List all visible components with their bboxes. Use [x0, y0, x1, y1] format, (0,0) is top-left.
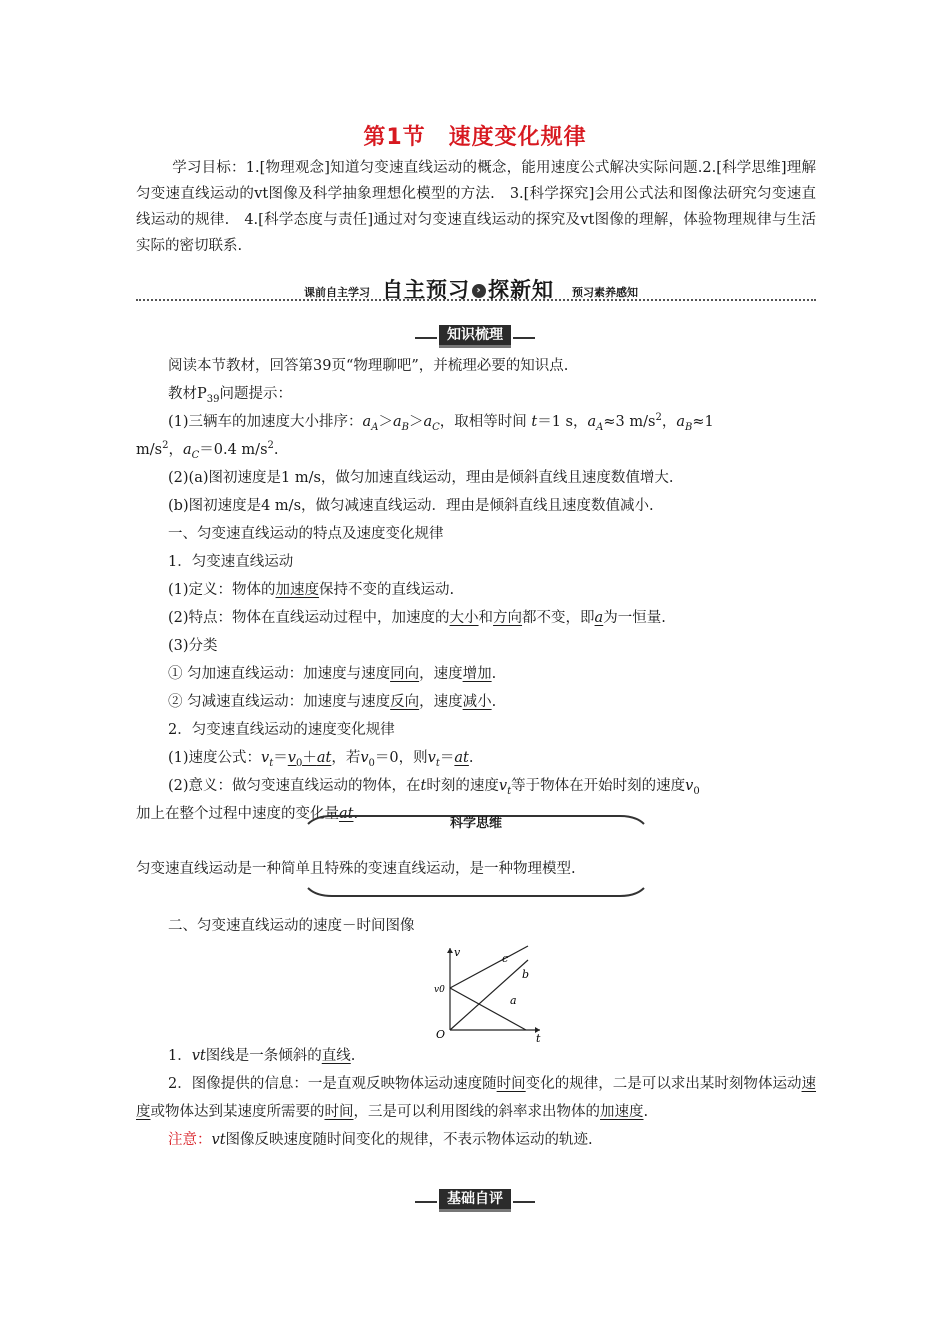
velocity-formula: (1)速度公式：$v_t=v_0+at$，若$v_0=0$，则$v_t=at$.	[168, 750, 474, 769]
graph-heading	[136, 912, 816, 940]
subheading: 1．匀变速直线运动	[168, 554, 294, 570]
heading-section-1: 一、匀变速直线运动的特点及速度变化规律	[168, 526, 444, 542]
formula-meaning: (2)意义：做匀变速直线运动的物体，在t时刻的速度$v_t$等于物体在开始时刻的速度$v_0$	[168, 778, 700, 797]
vt-graph	[434, 942, 546, 1045]
class-accelerate: ① 匀加速直线运动：加速度与速度同向，速度增加.	[168, 666, 497, 682]
heading-section-2: 二、匀变速直线运动的速度－时间图像	[168, 918, 415, 934]
paragraph-acceleration-order: (1)三辆车的加速度大小排序：$a_A>a_B>a_C$，取相等时间 t＝1 s，$a_A\approx 3$ $m/s^2$，$a_B\approx 1$	[168, 412, 714, 433]
thinking-label: 科学思维	[449, 816, 502, 831]
thinking-text: 匀变速直线运动是一种简单且特殊的变速直线运动，是一种物理模型.	[136, 861, 576, 877]
banner-right-text: 预习素养感知	[572, 286, 638, 299]
section-label-self-check	[0, 1188, 950, 1210]
paragraph: 教材$P_{39}$问题提示：	[168, 386, 292, 405]
section-label-text: 基础自评	[439, 1189, 511, 1212]
classification: (3)分类	[168, 638, 218, 654]
section-label-knowledge	[0, 324, 950, 346]
note-label: 注意：	[168, 1132, 212, 1148]
a-label: a	[510, 994, 517, 1007]
section-label-text: 知识梳理	[439, 325, 511, 348]
v-axis-arrow	[447, 948, 453, 953]
page-title: 第1节 速度变化规律	[363, 125, 587, 150]
subheading: 2．匀变速直线运动的速度变化规律	[168, 722, 395, 738]
class-decelerate: ② 匀减速直线运动：加速度与速度反向，速度减小.	[168, 694, 497, 710]
arrow-right-icon: ›	[472, 284, 486, 298]
graph-notes	[136, 1042, 816, 1154]
note: 注意：vt图像反映速度随时间变化的规律，不表示物体运动的轨迹.	[168, 1132, 593, 1148]
section-banner	[136, 274, 816, 304]
t-label: t	[536, 1032, 541, 1045]
banner-main-text: 自主预习 › 探新知	[382, 278, 554, 302]
learning-goals	[136, 155, 816, 259]
knowledge-body: 阅读本节教材，回答第39页“物理聊吧”，并梳理必要的知识点. 教材$P_{39}$问题提示： (1)三辆车的加速度大小排序：$a_A>a_B>a_C$，取相等时间 t＝1 s，$a_A\approx 3$ $m/s^2$，$a_B\approx 1$ $m/s^2$，$a_C=0.4$ $m/s^2$. (2)(a)图初速度是1 m/s，做匀加速直线运动，理由是倾斜直线且速度数值增大. (b)图初速度是4 m/s，做匀减速直线运动．理由是倾斜直线且速度数值减小. 一、匀变速直线运动的特点及速度变化规律 1．匀变速直线运动 (1)定义：物体的加速度保持不变的直线运动. (2)特点：物体在直线运动过程中，加速度的大小和方向都不变，即a为一恒量. (3)分类 ① 匀加速直线运动：加速度与速度同向，速度增加. ② 匀减速直线运动：加速度与速度反向，速度减小. 2．匀变速直线运动的速度变化规律 (1)速度公式：$v_t=v_0+at$，若$v_0=0$，则$v_t=at$. (2)意义：做匀变速直线运动的物体，在t时刻的速度$v_t$等于物体在开始时刻的速度$v_0$ 加上在整个过程中速度的变化量at.	[136, 352, 816, 828]
b-label: b	[522, 968, 530, 981]
paragraph: (2)(a)图初速度是1 m/s，做匀加速直线运动，理由是倾斜直线且速度数值增大.	[168, 470, 674, 486]
line-c	[450, 946, 528, 988]
learning-goals-text: 学习目标：1.[物理观念]知道匀变速直线运动的概念，能用速度公式解决实际问题.2.[科学思维]理解匀变速直线运动的vt图像及科学抽象理想化模型的方法. 3.[科学探究]会用公式法和图像法研究匀变速直线运动的规律. 4.[科学态度与责任]通过对匀变速直线运动的探究及vt图像的理解，体验物理规律与生活实际的密切联系.	[136, 160, 816, 254]
definition: (1)定义：物体的加速度保持不变的直线运动.	[168, 582, 455, 598]
origin-label: O	[436, 1028, 446, 1041]
scientific-thinking-box	[136, 810, 816, 896]
features: (2)特点：物体在直线运动过程中，加速度的大小和方向都不变，即a为一恒量.	[168, 610, 666, 626]
v-label: v	[454, 946, 461, 959]
paragraph: (b)图初速度是4 m/s，做匀减速直线运动．理由是倾斜直线且速度数值减小.	[168, 498, 654, 514]
v0-label: v0	[434, 985, 445, 995]
banner-left-text: 课前自主学习	[304, 286, 370, 299]
c-label: c	[502, 952, 509, 965]
graph-point-1: 1．vt图线是一条倾斜的直线.	[168, 1048, 356, 1064]
graph-point-2: 2．图像提供的信息：一是直观反映物体运动速度随时间变化的规律，二是可以求出某时刻物体运动速度或物体达到某速度所需要的时间，三是可以利用图线的斜率求出物体的加速度.	[136, 1076, 817, 1120]
paragraph: 阅读本节教材，回答第39页“物理聊吧”，并梳理必要的知识点.	[168, 358, 569, 374]
